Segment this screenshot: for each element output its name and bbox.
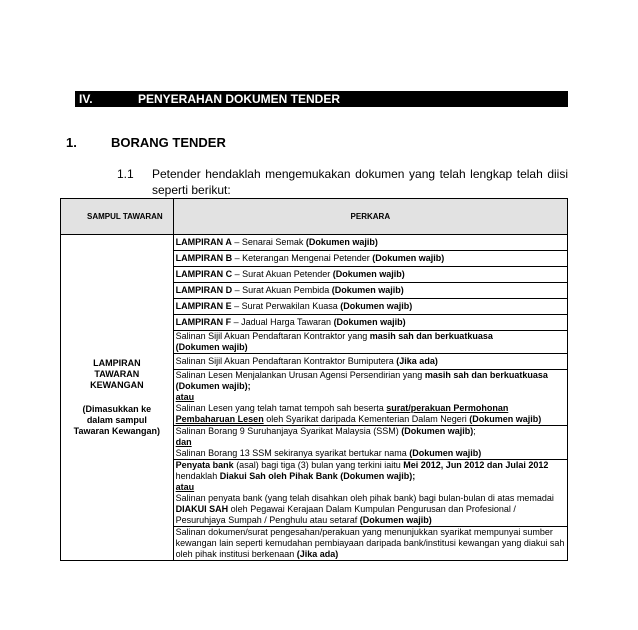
heading-title: BORANG TENDER <box>111 135 226 150</box>
row-lesen-agensi: Salinan Lesen Menjalankan Urusan Agensi Persendirian yang masih sah dan berkuatkuasa (Dokumen wajib); atau Salinan Lesen yang telah tamat tempoh sah beserta surat/perakuan Permohonan Pembaharuan Lesen oleh Syarikat daripada Kementerian Dalam Negeri (Dokumen wajib) <box>173 370 567 426</box>
header-perkara: PERKARA <box>173 199 567 235</box>
row-penyata-bank: Penyata bank (asal) bagi tiga (3) bulan yang terkini iaitu Mei 2012, Jun 2012 dan Julai 2012 hendaklah Diakui Sah oleh Pihak Bank (Dokumen wajib); atau Salinan penyata bank (yang telah disahkan oleh pihak bank) bagi bulan-bulan di atas memadai DIAKUI SAH oleh Pegawai Kerajaan Dalam Kumpulan Pengurusan dan Profesional / Pesuruhjaya Sumpah / Penghulu atau setaraf (Dokumen wajib) <box>173 460 567 527</box>
sampul-cell <box>61 235 174 561</box>
header-sampul-tawaran: SAMPUL TAWARAN <box>61 199 174 235</box>
row-lampiran-a: LAMPIRAN A – Senarai Semak (Dokumen wajib) <box>173 235 567 251</box>
table-header-row <box>61 199 568 235</box>
section-header-bar <box>75 91 568 107</box>
row-sumber-kewangan: Salinan dokumen/surat pengesahan/perakuan yang menunjukkan syarikat mempunyai sumber kewangan lain seperti kemudahan pembiayaan daripada bank/institusi kewangan yang diakui sah oleh pihak institusi berkenaan (Jika ada) <box>173 527 567 561</box>
sampul-line3: KEWANGAN <box>90 380 144 390</box>
document-table <box>60 198 568 561</box>
section-title: PENYERAHAN DOKUMEN TENDER <box>138 92 341 106</box>
row-lampiran-d: LAMPIRAN D – Surat Akuan Pembida (Dokumen wajib) <box>173 283 567 299</box>
heading-number: 1. <box>66 135 77 150</box>
sampul-note2: dalam sampul <box>86 415 147 425</box>
row-sijil-bumiputera: Salinan Sijil Akuan Pendaftaran Kontraktor Bumiputera (Jika ada) <box>173 354 567 370</box>
row-lampiran-e: LAMPIRAN E – Surat Perwakilan Kuasa (Dokumen wajib) <box>173 299 567 315</box>
row-lampiran-b: LAMPIRAN B – Keterangan Mengenai Petender (Dokumen wajib) <box>173 251 567 267</box>
sampul-note1: (Dimasukkan ke <box>82 404 152 414</box>
sampul-line1: LAMPIRAN <box>93 358 141 368</box>
sampul-note3: Tawaran Kewangan) <box>73 426 160 436</box>
row-borang-ssm: Salinan Borang 9 Suruhanjaya Syarikat Malaysia (SSM) (Dokumen wajib); dan Salinan Borang 13 SSM sekiranya syarikat bertukar nama (Dokumen wajib) <box>173 426 567 460</box>
row-lampiran-c: LAMPIRAN C – Surat Akuan Petender (Dokumen wajib) <box>173 267 567 283</box>
section-number: IV. <box>79 92 93 106</box>
row-sijil-pendaftaran: Salinan Sijil Akuan Pendaftaran Kontraktor yang masih sah dan berkuatkuasa (Dokumen wajib) <box>173 331 567 354</box>
table-row <box>61 235 568 251</box>
row-lampiran-f: LAMPIRAN F – Jadual Harga Tawaran (Dokumen wajib) <box>173 315 567 331</box>
subsection-number: 1.1 <box>117 167 134 181</box>
subsection-text: Petender hendaklah mengemukakan dokumen yang telah lengkap telah diisi seperti berikut: <box>152 167 568 197</box>
sampul-line2: TAWARAN <box>94 369 140 379</box>
